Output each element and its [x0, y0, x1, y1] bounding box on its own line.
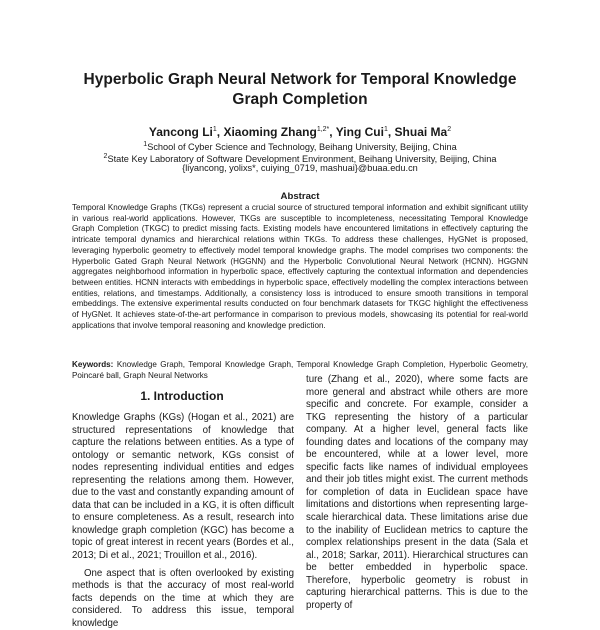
affiliation-2: $^2$State Key Laboratory of Software Development Environment, Beihang University, Beijing, China [103, 153, 497, 165]
keywords-text: Knowledge Graph, Temporal Knowledge Graph, Temporal Knowledge Graph Completion, Hyperbolic Geometry, Poincaré ball, Graph Neural Networks [72, 360, 528, 380]
author-sup: 1,2* [316, 126, 330, 133]
right-column [306, 374, 528, 612]
author-emails: {liyancong, yolixs*, cuiying_0719, mashuai}@buaa.edu.cn [182, 163, 418, 173]
author-name: Xiaoming Zhang [223, 125, 317, 139]
keywords-label: Keywords: [72, 360, 114, 369]
paper-title: Hyperbolic Graph Neural Network for Temporal Knowledge Graph Completion [83, 71, 517, 108]
author-sup: 1 [212, 126, 217, 133]
author-name: Shuai Ma [394, 125, 448, 139]
author-list: Yancong Li$^1$, Xiaoming Zhang$^{1,2*}$, Ying Cui$^1$, Shuai Ma$^2$ [148, 125, 452, 139]
abstract-text: Temporal Knowledge Graphs (TKGs) represent a crucial source of structured temporal information and exhibit significant utility in various real-world applications. However, TKGs are susceptible to incompleteness, necessitating Temporal Knowledge Graph Completion (TKGC) to predict missing facts. Existing models have encountered limitations in effectively capturing the intricate temporal dynamics and hierarchical relations within TKGs. To address these challenges, HyGNet is proposed, leveraging hyperbolic geometry to effectively model temporal knowledge graphs. The model comprises two components: the Hyperbolic Gated Graph Neural Network (HGGNN) and the Hyperbolic Convolutional Neural Network (HCNN). HGGNN aggregates neighborhood information in hyperbolic space, effectively capturing the contextual information and dependencies between entities. HCNN interacts with embeddings in hyperbolic space, effectively modelling the complex interactions between entities, relations, and timestamps. Additionally, a consistency loss is introduced to ensure smooth transitions in temporal embeddings. The extensive experimental results conducted on four benchmark datasets for TKGC highlight the effectiveness of HyGNet. It achieves state-of-the-art performance in comparison to previous models, showcasing its potential for real-world applications that involve temporal reasoning and knowledge prediction. [72, 203, 528, 330]
author-name: Ying Cui [335, 125, 384, 139]
left-column [72, 412, 294, 630]
author-sup: 2 [447, 126, 452, 133]
paragraph: ture (Zhang et al., 2020), where some facts are more general and abstract while others are more specific and concrete. For example, consider a TKG representing the history of a particular company. At a higher level, general facts like founding dates and locations of the company may be encountered, while at a lower level, more specific facts like names of individual employees and their job titles might exist. The current methods for completion of data in Euclidean space have limitations and distortions when representing large-scale hierarchical data. These limitations arise due to the inability of Euclidean metrics to capture the complex relationships present in the data (Sala et al., 2018; Sarkar, 2011). Hierarchical structures can be better embedded in hyperbolic space. Therefore, hyperbolic geometry is robust in capturing hierarchical patterns. This is due to the property of [306, 374, 528, 611]
section-heading-introduction: 1. Introduction [140, 389, 224, 403]
abstract-heading: Abstract [280, 191, 320, 202]
author-sup: 1 [383, 126, 388, 133]
paragraph: One aspect that is often overlooked by existing methods is that the accuracy of most real-world facts depends on the time at which they are considered. To address this issue, temporal knowledge [72, 567, 294, 629]
paragraph: Knowledge Graphs (KGs) (Hogan et al., 2021) are structured representations of knowledge that capture the relations between entities. As a type of ontology or semantic network, KGs consist of nodes representing individual entities and edges representing the relations among them. However, due to the vast and constantly expanding amount of data that can be included in a KG, it is often difficult to ensure completeness. As a result, research into knowledge graph completion (KGC) has become a topic of great interest in recent years (Bordes et al., 2013; Di et al., 2021; Trouillon et al., 2016). [72, 412, 294, 562]
affiliation-1: $^1$School of Cyber Science and Technology, Beihang University, Beijing, China [143, 141, 457, 153]
author-name: Yancong Li [148, 125, 213, 139]
